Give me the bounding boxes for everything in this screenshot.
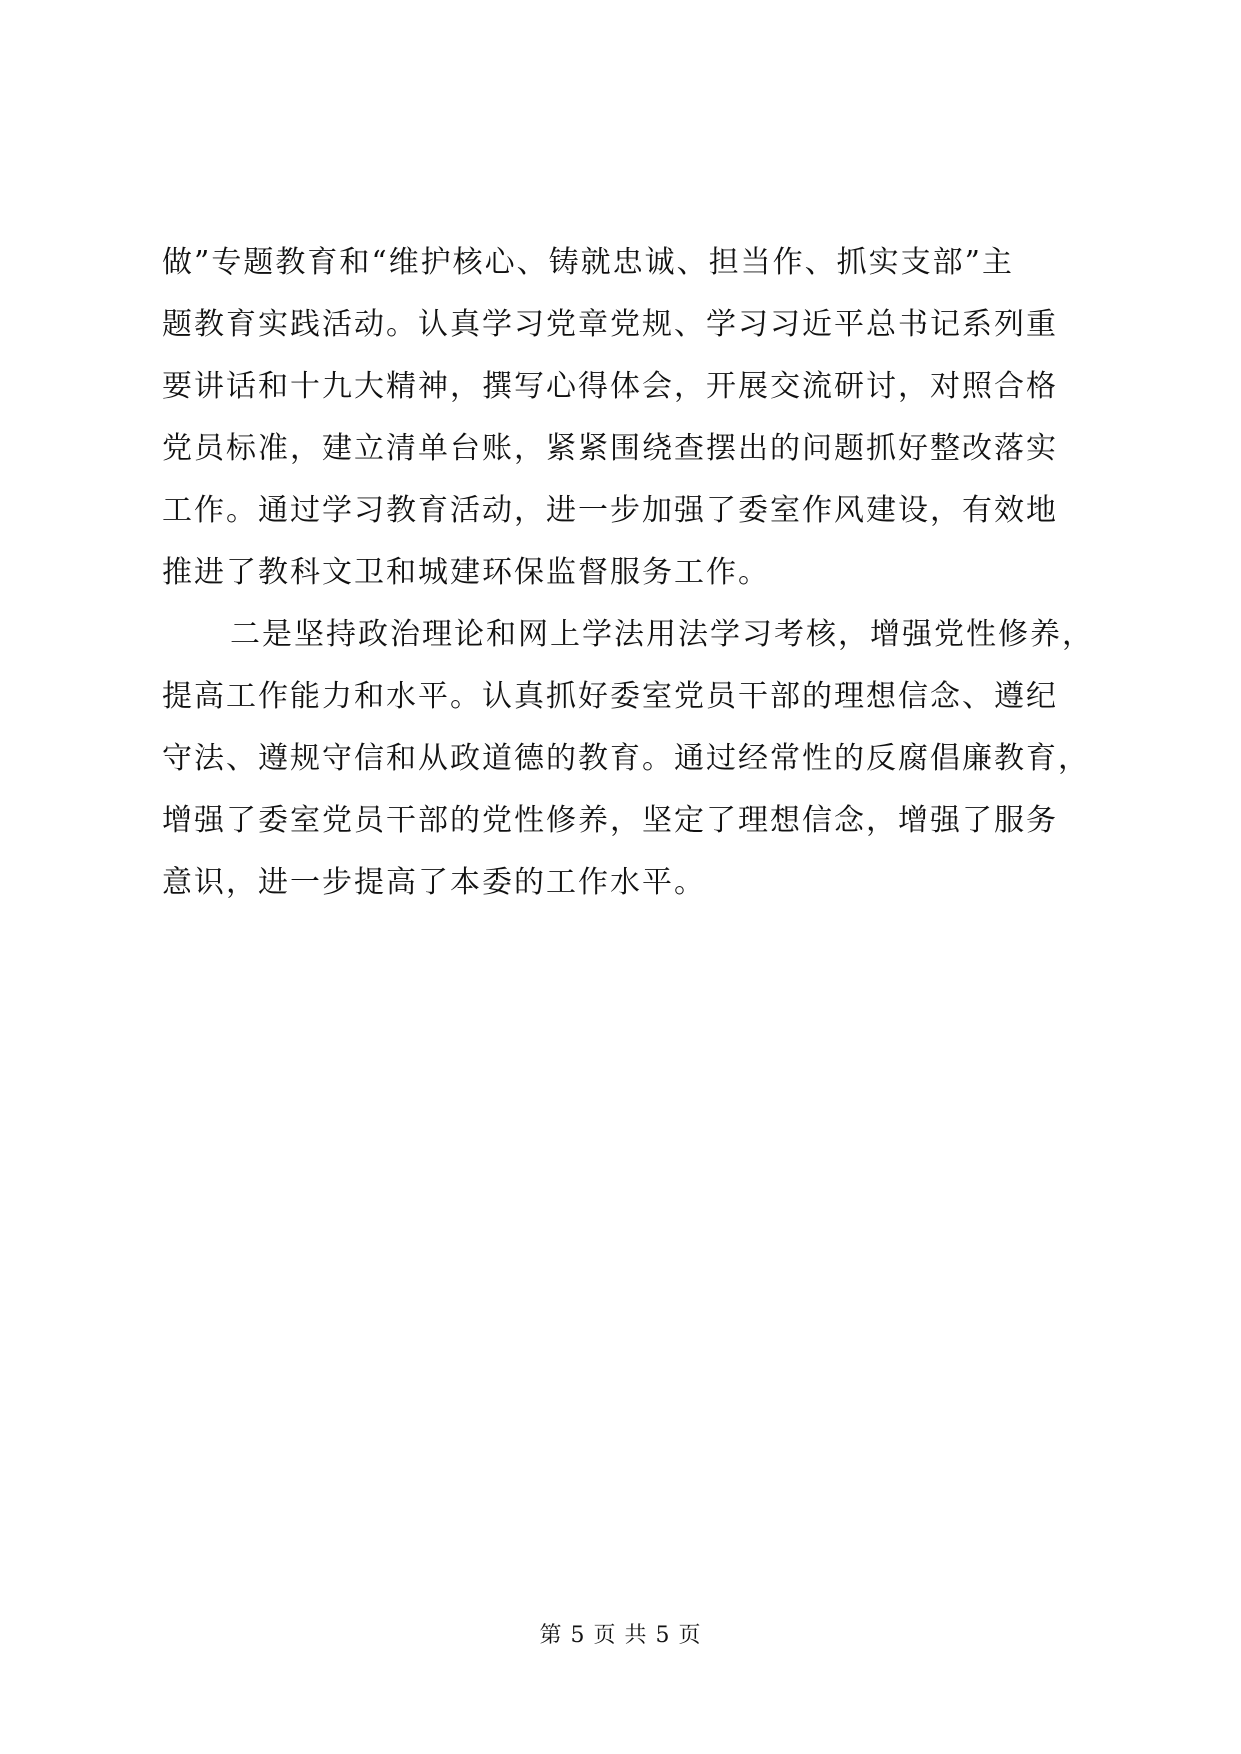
text-line-7: 二是坚持政治理论和网上学法用法学习考核，增强党性修养， — [230, 617, 1094, 652]
text-line-10: 增强了委室党员干部的党性修养，坚定了理想信念，增强了服务 — [162, 803, 1058, 838]
text-line-3: 要讲话和十九大精神，撰写心得体会，开展交流研讨，对照合格 — [162, 369, 1058, 404]
text-line-11: 意识，进一步提高了本委的工作水平。 — [162, 865, 706, 900]
text-line-6: 推进了教科文卫和城建环保监督服务工作。 — [162, 555, 770, 590]
text-line-5: 工作。通过学习教育活动，进一步加强了委室作风建设，有效地 — [162, 493, 1058, 528]
text-line-4: 党员标准，建立清单台账，紧紧围绕查摆出的问题抓好整改落实 — [162, 431, 1058, 466]
document-body — [162, 232, 1092, 914]
page-footer: 第 5 页 共 5 页 — [539, 1623, 702, 1648]
text-line-8: 提高工作能力和水平。认真抓好委室党员干部的理想信念、遵纪 — [162, 679, 1058, 714]
text-line-9: 守法、遵规守信和从政道德的教育。通过经常性的反腐倡廉教育， — [162, 741, 1090, 776]
text-line-1: 做”专题教育和“维护核心、铸就忠诚、担当作、抓实支部”主 — [162, 245, 1015, 280]
text-line-2: 题教育实践活动。认真学习党章党规、学习习近平总书记系列重 — [162, 307, 1058, 342]
